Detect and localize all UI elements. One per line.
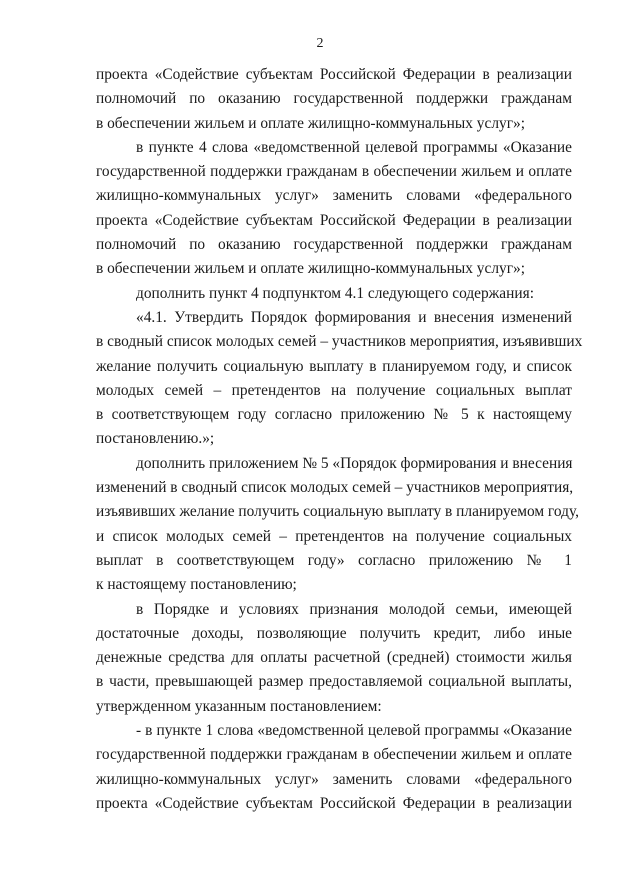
text-line: изменений в сводный список молодых семей – участников мероприятия, [96,479,574,497]
text-line: в соответствующем году согласно приложению № 5 к настоящему [96,406,572,424]
text-line: в части, превышающей размер предоставляемой социальной выплаты, [96,673,572,691]
text-line: достаточные доходы, позволяющие получить кредит, либо иные [96,624,572,642]
text-line: в обеспечении жильем и оплате жилищно-коммунальных услуг»; [96,114,525,132]
text-line: и список молодых семей – претендентов на получение социальных [96,527,572,545]
paragraph-6 [96,598,572,719]
paragraph-1 [96,63,572,136]
paragraph-3 [96,282,572,306]
text-line: денежные средства для оплаты расчетной (средней) стоимости жилья [96,649,572,667]
text-line: проекта «Содействие субъектам Российской Федерации в реализации [96,211,572,229]
text-line: в пункте 4 слова «ведомственной целевой программы «Оказание [136,138,572,156]
text-line: изъявивших желание получить социальную выплату в планируемом году, [96,503,579,521]
text-line: в обеспечении жильем и оплате жилищно-коммунальных услуг»; [96,260,525,278]
text-line: дополнить пункт 4 подпунктом 4.1 следующего содержания: [136,284,534,302]
document-body [96,63,583,816]
paragraph-2 [96,136,572,282]
text-line: государственной поддержки гражданам в обеспечении жильем и оплате [96,163,572,181]
text-line: в Порядке и условиях признания молодой семьи, имеющей [136,600,572,618]
paragraph-7 [96,719,572,816]
text-line: желание получить социальную выплату в планируемом году, и список [96,357,572,375]
text-line: государственной поддержки гражданам в обеспечении жильем и оплате [96,746,572,764]
paragraph-4 [96,306,583,452]
text-line: проекта «Содействие субъектам Российской Федерации в реализации [96,794,572,812]
text-line: выплат в соответствующем году» согласно приложению № 1 [96,551,572,569]
text-line: полномочий по оказанию государственной поддержки гражданам [96,236,572,254]
text-line: дополнить приложением № 5 «Порядок формирования и внесения [136,454,573,472]
text-line: в сводный список молодых семей – участников мероприятия, изъявивших [96,333,583,351]
text-line: к настоящему постановлению; [96,576,297,594]
text-line: проекта «Содействие субъектам Российской Федерации в реализации [96,66,572,83]
text-line: полномочий по оказанию государственной поддержки гражданам [96,90,572,108]
text-line: «4.1. Утвердить Порядок формирования и внесения изменений [136,308,572,326]
paragraph-5 [96,452,579,598]
text-line: жилищно-коммунальных услуг» заменить словами «федерального [96,770,572,788]
text-line: молодых семей – претендентов на получение социальных выплат [96,381,572,399]
text-line: - в пункте 1 слова «ведомственной целевой программы «Оказание [136,722,572,740]
page-number: 2 [316,36,324,51]
text-line: жилищно-коммунальных услуг» заменить словами «федерального [96,187,572,205]
text-line: утвержденном указанным постановлением: [96,697,382,715]
text-line: постановлению.»; [96,430,215,448]
